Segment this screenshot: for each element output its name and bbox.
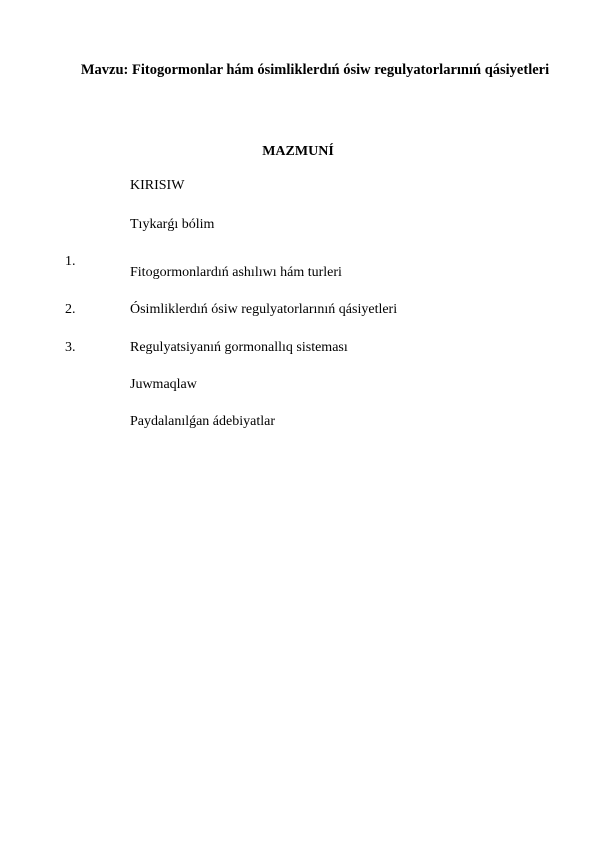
toc-text: Regulyatsiyanıń gormonallıq sisteması [130, 340, 348, 355]
toc-text: KIRISIW [130, 178, 185, 193]
toc-text: Fitogormonlardıń ashılıwı hám turleri [130, 265, 342, 280]
toc-number: 2. [65, 302, 76, 317]
toc-text: Paydalanılǵan ádebiyatlar [130, 414, 275, 429]
document-title: Mavzu: Fitogormonlar hám ósimliklerdıń ósiw regulyatorlarınıń qásiyetleri [80, 62, 550, 78]
toc-number: 3. [65, 340, 76, 355]
toc-text: Tıykarǵı bólim [130, 217, 215, 232]
contents-heading: MAZMUNÍ [262, 144, 334, 159]
toc-number: 1. [65, 254, 76, 269]
toc-text: Juwmaqlaw [130, 377, 197, 392]
toc-text: Ósimliklerdıń ósiw regulyatorlarınıń qásiyetleri [130, 302, 398, 317]
